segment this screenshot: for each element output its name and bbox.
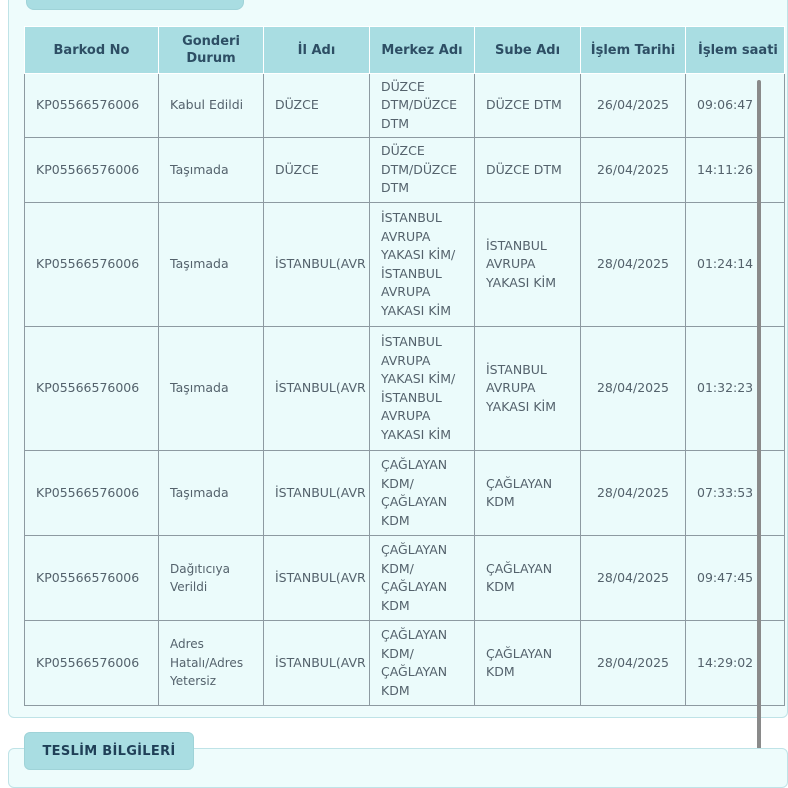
cell-il: İSTANBUL(AVR [264,327,370,451]
cell-tarih: 28/04/2025 [581,203,686,327]
cell-saat: 14:11:26 [686,138,785,203]
cell-merkez: İSTANBUL AVRUPA YAKASI KİM/ İSTANBUL AVRUPA YAKASI KİM [370,203,475,327]
column-header-islem-saati: İşlem saati [686,27,785,74]
cell-tarih: 28/04/2025 [581,621,686,706]
table-row [25,536,785,621]
table-row [25,74,785,138]
cell-barkod: KP05566576006 [25,621,159,706]
section-tab-teslim-bilgileri[interactable] [24,732,194,770]
column-header-barkod-no: Barkod No [25,27,159,74]
column-header-sube-adi: Sube Adı [475,27,581,74]
cell-tarih: 28/04/2025 [581,451,686,536]
cell-barkod: KP05566576006 [25,74,159,138]
cell-sube: DÜZCE DTM [475,74,581,138]
column-header-gonderi-durum: Gonderi Durum [159,27,264,74]
column-header-merkez-adi: Merkez Adı [370,27,475,74]
cell-tarih: 28/04/2025 [581,327,686,451]
cell-sube: DÜZCE DTM [475,138,581,203]
vertical-scrollbar[interactable] [757,80,761,768]
cell-saat: 09:47:45 [686,536,785,621]
cell-merkez: ÇAĞLAYAN KDM/ ÇAĞLAYAN KDM [370,451,475,536]
cell-sube: ÇAĞLAYAN KDM [475,451,581,536]
cell-sube: ÇAĞLAYAN KDM [475,621,581,706]
cell-il: İSTANBUL(AVR [264,621,370,706]
cell-il: DÜZCE [264,74,370,138]
table-row [25,138,785,203]
column-header-islem-tarihi: İşlem Tarihi [581,27,686,74]
cell-barkod: KP05566576006 [25,327,159,451]
cell-il: DÜZCE [264,138,370,203]
column-header-il-adi: İl Adı [264,27,370,74]
section-tab-top [26,0,244,10]
cell-sube: ÇAĞLAYAN KDM [475,536,581,621]
cell-saat: 07:33:53 [686,451,785,536]
cell-sube: İSTANBUL AVRUPA YAKASI KİM [475,327,581,451]
cell-merkez: DÜZCE DTM/DÜZCE DTM [370,74,475,138]
table-header-row [25,27,785,74]
cell-il: İSTANBUL(AVR [264,451,370,536]
cell-saat: 01:24:14 [686,203,785,327]
cell-durum: Taşımada [159,451,264,536]
cell-merkez: İSTANBUL AVRUPA YAKASI KİM/ İSTANBUL AVRUPA YAKASI KİM [370,327,475,451]
cell-saat: 09:06:47 [686,74,785,138]
cell-barkod: KP05566576006 [25,138,159,203]
cell-barkod: KP05566576006 [25,451,159,536]
tracking-table [24,26,785,706]
cell-barkod: KP05566576006 [25,536,159,621]
table-row [25,621,785,706]
cell-durum: Adres Hatalı/Adres Yetersiz [159,621,264,706]
cell-merkez: ÇAĞLAYAN KDM/ ÇAĞLAYAN KDM [370,621,475,706]
cell-merkez: ÇAĞLAYAN KDM/ ÇAĞLAYAN KDM [370,536,475,621]
table-row [25,203,785,327]
table-row [25,327,785,451]
cell-tarih: 26/04/2025 [581,138,686,203]
cell-tarih: 26/04/2025 [581,74,686,138]
table-row [25,451,785,536]
cell-il: İSTANBUL(AVR [264,536,370,621]
section-title: TESLİM BİLGİLERİ [42,743,176,759]
cell-barkod: KP05566576006 [25,203,159,327]
cell-durum: Kabul Edildi [159,74,264,138]
cell-durum: Taşımada [159,327,264,451]
cell-tarih: 28/04/2025 [581,536,686,621]
cell-il: İSTANBUL(AVR [264,203,370,327]
cell-durum: Dağıtıcıya Verildi [159,536,264,621]
cell-merkez: DÜZCE DTM/DÜZCE DTM [370,138,475,203]
cell-durum: Taşımada [159,138,264,203]
cell-saat: 14:29:02 [686,621,785,706]
cell-saat: 01:32:23 [686,327,785,451]
cell-sube: İSTANBUL AVRUPA YAKASI KİM [475,203,581,327]
cell-durum: Taşımada [159,203,264,327]
